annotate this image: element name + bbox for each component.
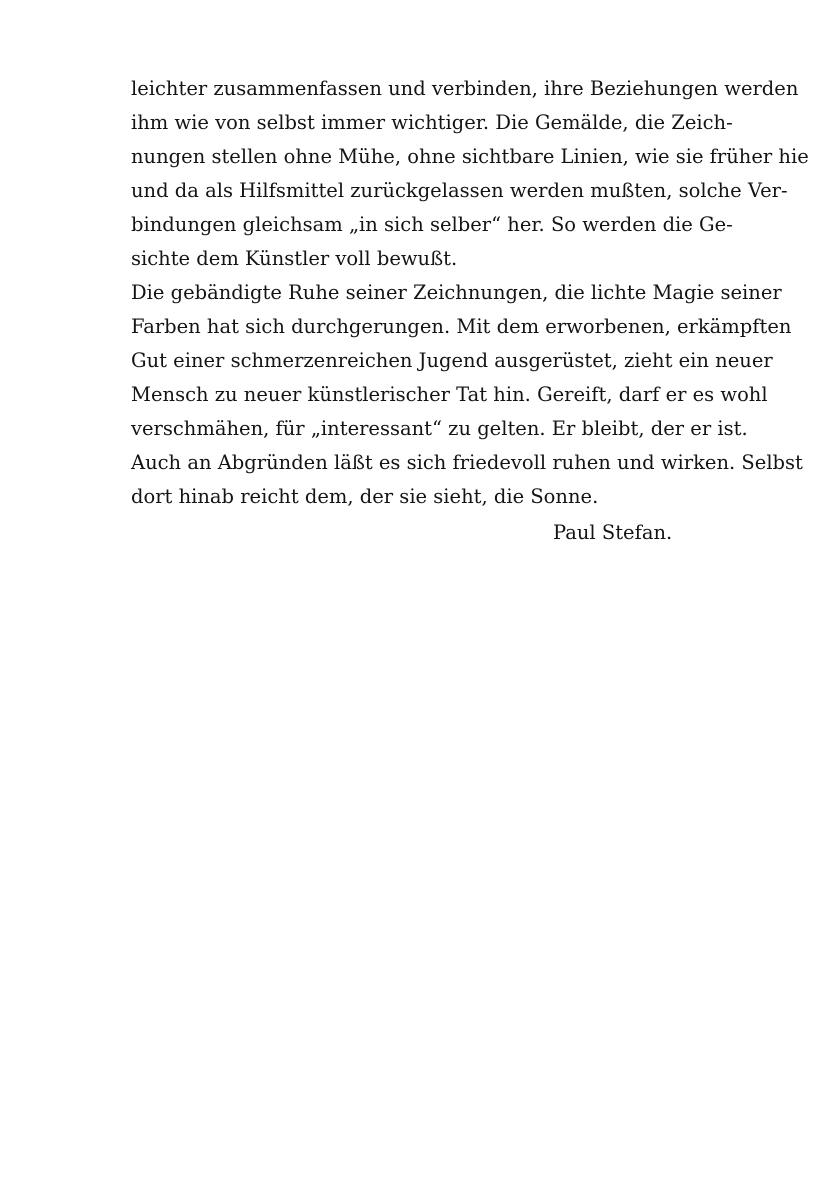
text-line: Mensch zu neuer künstlerischer Tat hin. Gereift, darf er es wohl <box>131 383 768 406</box>
body-text <box>131 72 809 514</box>
text-line: Die gebändigte Ruhe seiner Zeichnungen, die lichte Magie seiner <box>131 281 782 304</box>
text-line: nungen stellen ohne Mühe, ohne sichtbare Linien, wie sie früher hie <box>131 145 809 168</box>
text-line: Gut einer schmerzenreichen Jugend ausgerüstet, zieht ein neuer <box>131 349 773 372</box>
text-line: ihm wie von selbst immer wichtiger. Die Gemälde, die Zeich- <box>131 111 733 134</box>
author-signature: Paul Stefan. <box>553 521 673 544</box>
text-line: leichter zusammenfassen und verbinden, ihre Beziehungen werden <box>131 77 799 100</box>
text-line: dort hinab reicht dem, der sie sieht, die Sonne. <box>131 485 599 508</box>
text-line: verschmähen, für „interessant“ zu gelten. Er bleibt, der er ist. <box>131 417 748 440</box>
text-line: Auch an Abgründen läßt es sich friedevoll ruhen und wirken. Selbst <box>131 451 803 474</box>
text-line: und da als Hilfsmittel zurückgelassen werden mußten, solche Ver- <box>131 179 788 202</box>
text-line: sichte dem Künstler voll bewußt. <box>131 247 458 270</box>
paragraph-2 <box>131 276 803 514</box>
text-line: Farben hat sich durchgerungen. Mit dem erworbenen, erkämpften <box>131 315 792 338</box>
paragraph-1 <box>131 72 809 276</box>
text-line: bindungen gleichsam „in sich selber“ her. So werden die Ge- <box>131 213 733 236</box>
